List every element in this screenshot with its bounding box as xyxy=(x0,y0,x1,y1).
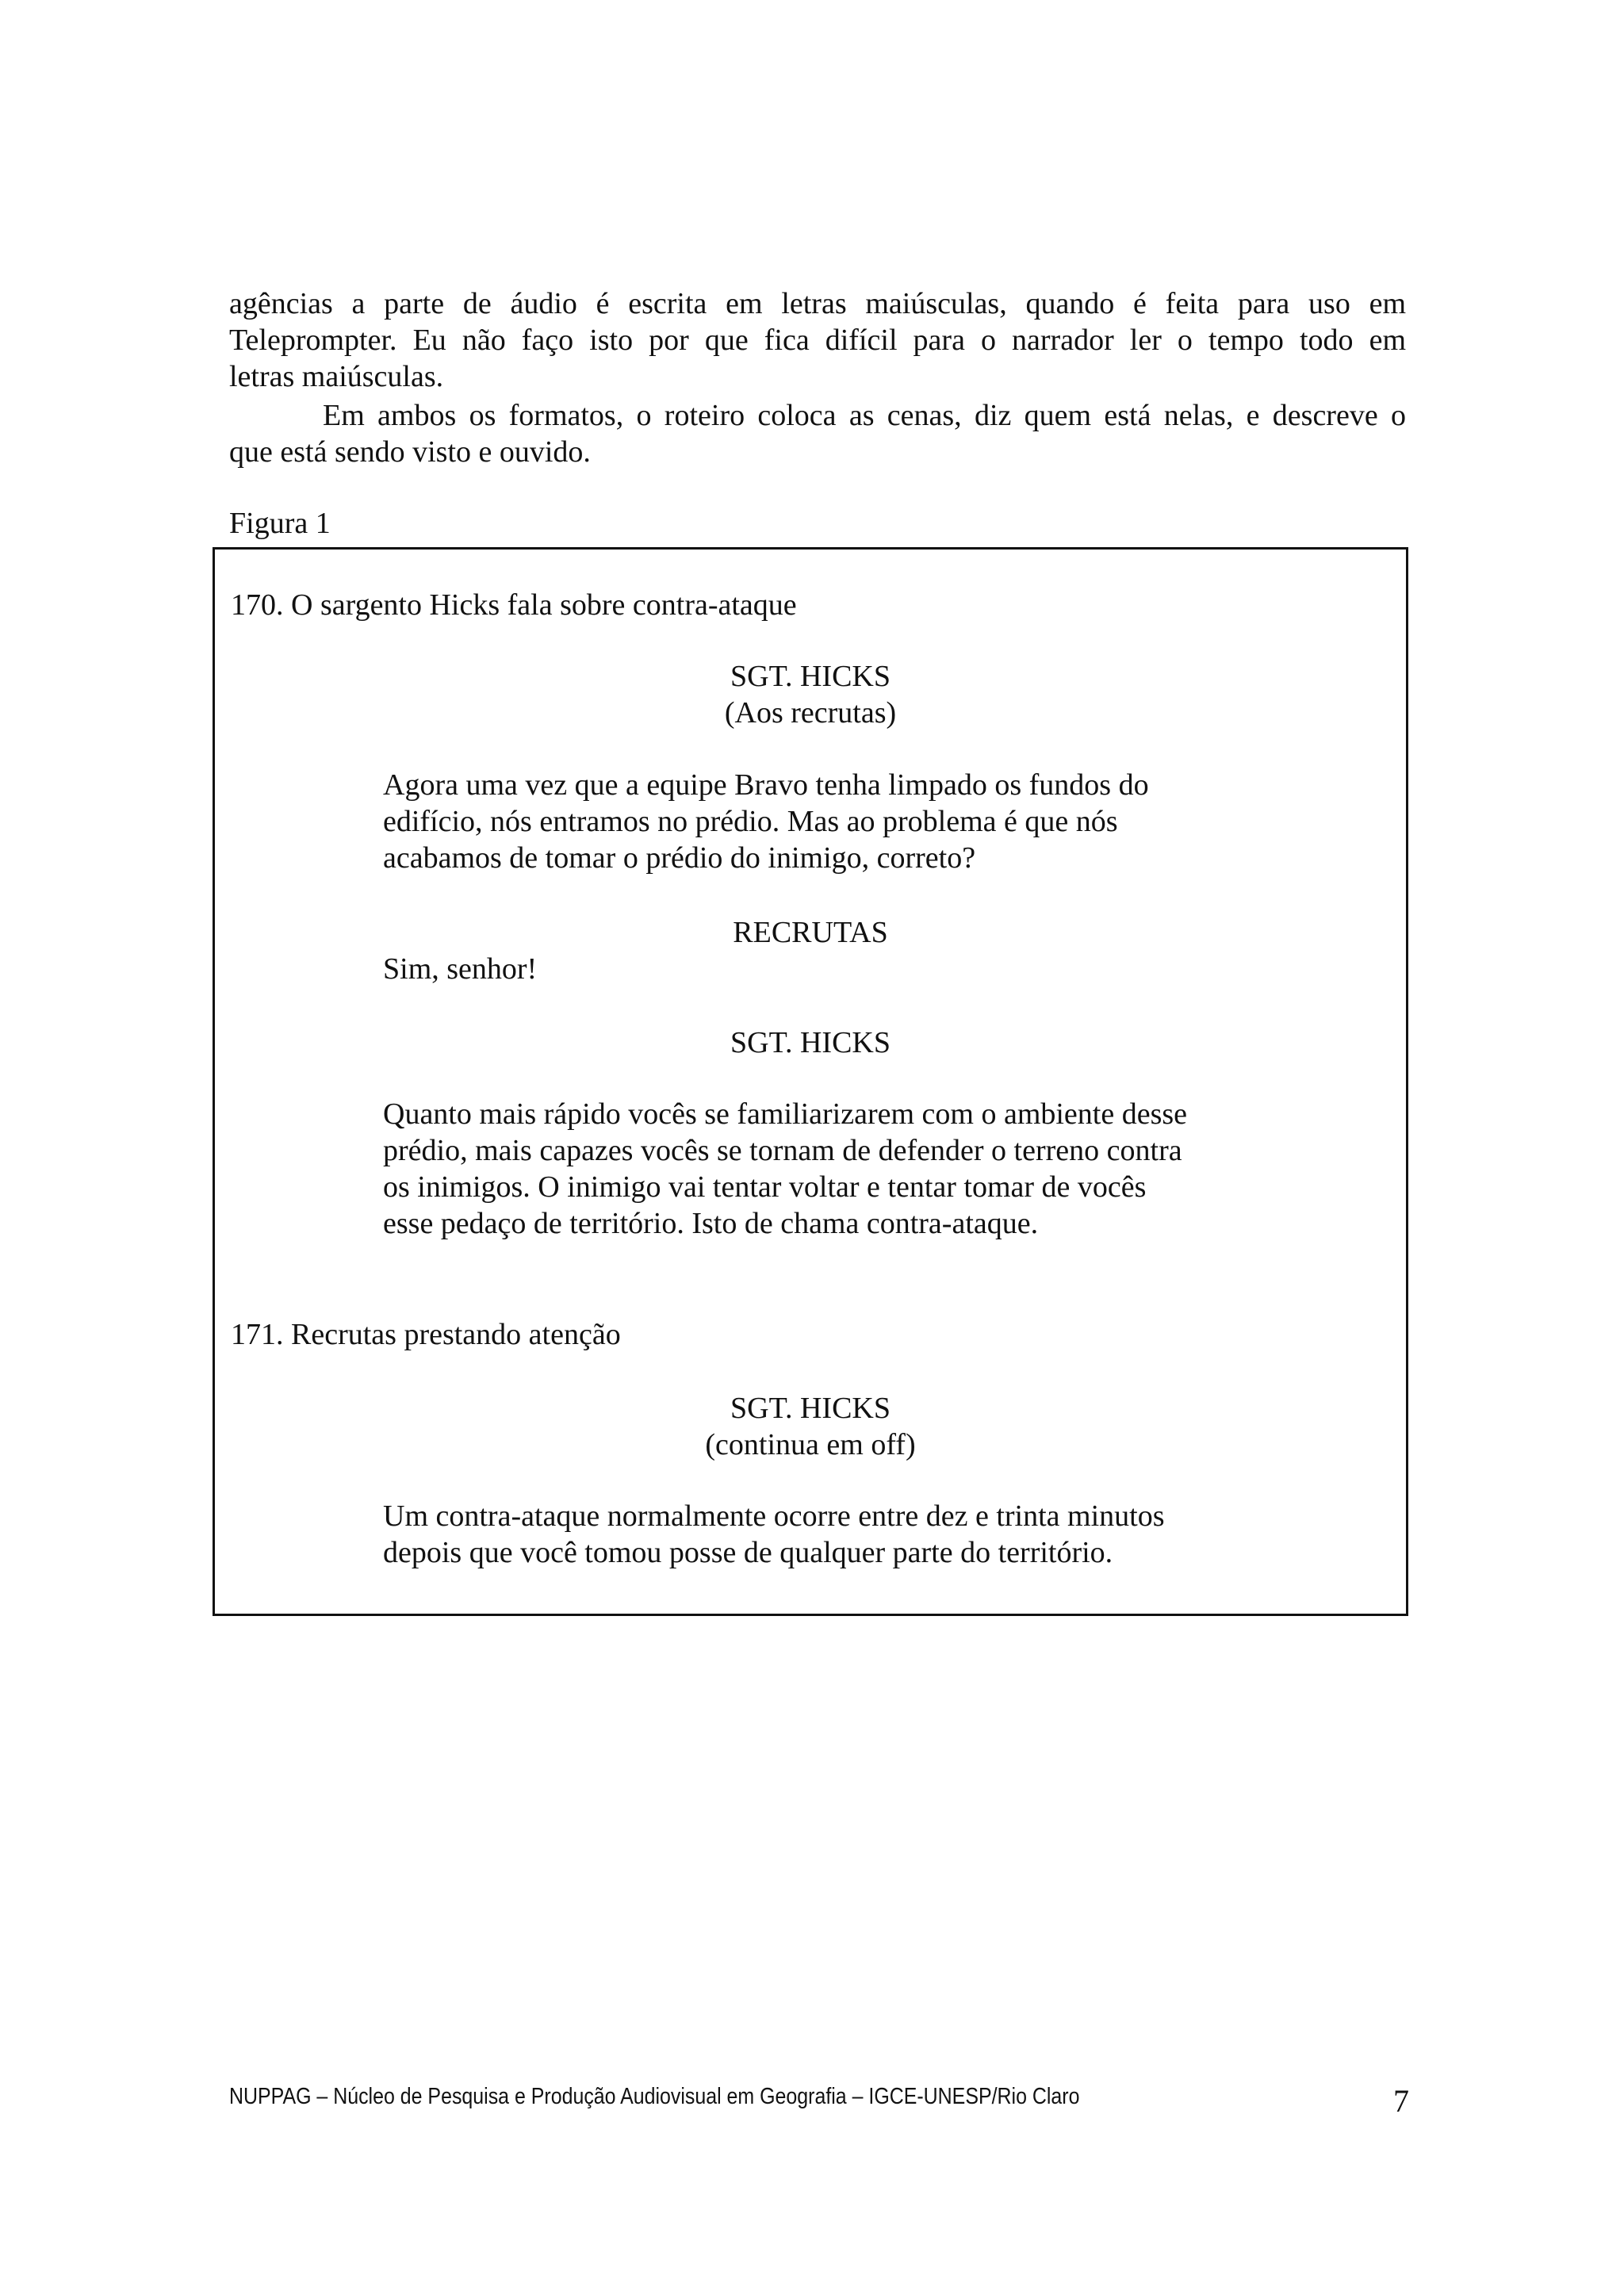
dialogue-line: edifício, nós entramos no prédio. Mas ao problema é que nós xyxy=(383,805,1118,838)
character-name: SGT. HICKS xyxy=(730,1392,891,1425)
dialogue-line: Um contra-ataque normalmente ocorre entre dez e trinta minutos xyxy=(383,1499,1165,1533)
dialogue-line: Agora uma vez que a equipe Bravo tenha limpado os fundos do xyxy=(383,768,1149,802)
dialogue-line: Quanto mais rápido vocês se familiarizarem com o ambiente desse xyxy=(383,1097,1188,1131)
dialogue-line: os inimigos. O inimigo vai tentar voltar e tentar tomar de vocês xyxy=(383,1170,1147,1204)
character-name: SGT. HICKS xyxy=(730,660,891,693)
paragraph-line: que está sendo visto e ouvido. xyxy=(229,435,591,469)
dialogue-block xyxy=(383,1096,1255,1242)
character-name: RECRUTAS xyxy=(733,916,888,949)
figure-caption: Figura 1 xyxy=(229,507,331,540)
dialogue-line: depois que você tomou posse de qualquer parte do território. xyxy=(383,1536,1113,1569)
scene-heading-170: 170. O sargento Hicks fala sobre contra-ataque xyxy=(231,588,797,622)
dialogue-line: acabamos de tomar o prédio do inimigo, correto? xyxy=(383,841,976,875)
dialogue-block xyxy=(383,767,1255,876)
parenthetical: (Aos recrutas) xyxy=(724,696,897,730)
character-name: SGT. HICKS xyxy=(730,1026,891,1059)
dialogue-block xyxy=(383,1498,1255,1571)
paragraph-line: letras maiúsculas. xyxy=(229,360,444,393)
dialogue-line: esse pedaço de território. Isto de chama contra-ataque. xyxy=(383,1207,1039,1240)
page-footer: NUPPAG – Núcleo de Pesquisa e Produção Audiovisual em Geografia – IGCE-UNESP/Rio Claro xyxy=(229,2084,1080,2109)
paragraph-2 xyxy=(229,397,1406,470)
dialogue-line: Sim, senhor! xyxy=(383,952,538,986)
paragraph-line: Em ambos os formatos, o roteiro coloca as cenas, diz quem está nelas, e descreve o xyxy=(323,399,1406,432)
paragraph-1 xyxy=(229,285,1406,395)
paragraph-line: agências a parte de áudio é escrita em letras maiúsculas, quando é feita para uso em xyxy=(229,287,1406,320)
dialogue-line: prédio, mais capazes vocês se tornam de defender o terreno contra xyxy=(383,1134,1182,1167)
scene-heading-171: 171. Recrutas prestando atenção xyxy=(231,1318,621,1351)
parenthetical: (continua em off) xyxy=(705,1428,916,1461)
paragraph-line: Teleprompter. Eu não faço isto por que fica difícil para o narrador ler o tempo todo em xyxy=(229,324,1406,357)
page-number: 7 xyxy=(1393,2083,1409,2119)
script-figure-box xyxy=(213,547,1408,1616)
